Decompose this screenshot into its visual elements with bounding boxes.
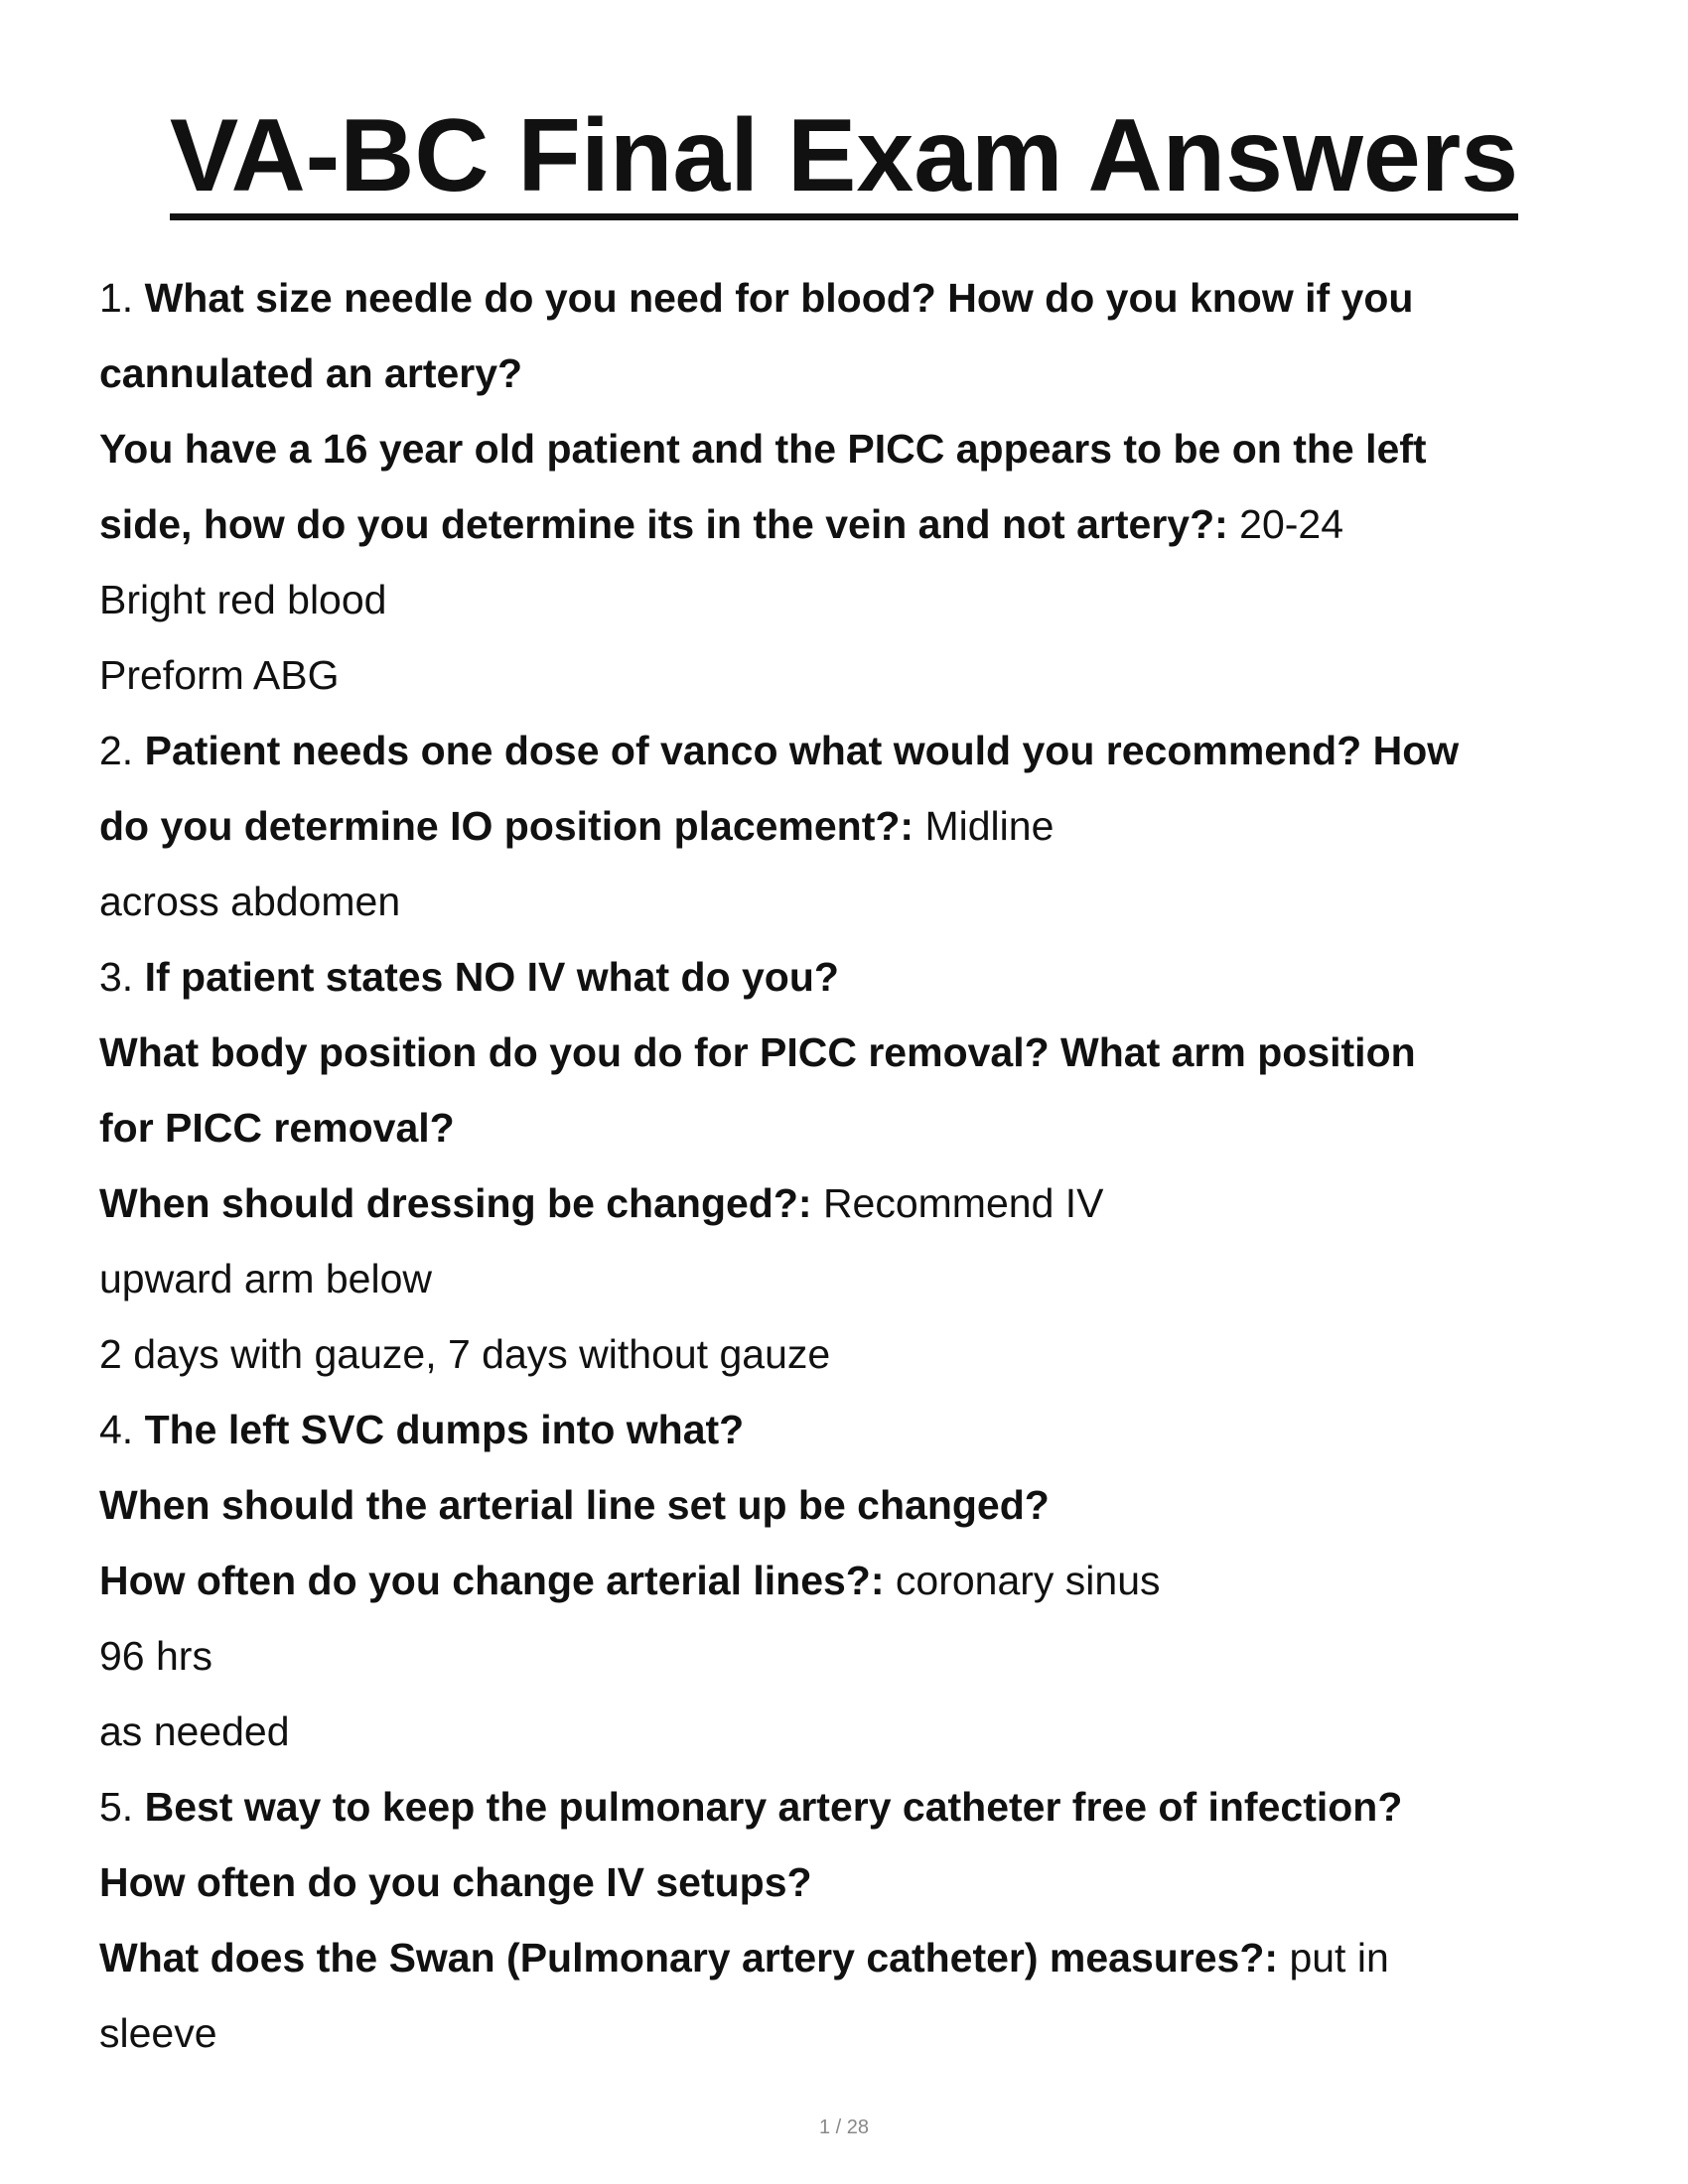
question-text: for PICC removal? (99, 1105, 455, 1151)
answer-text: Recommend IV (811, 1180, 1104, 1226)
question-text: You have a 16 year old patient and the PICC appears to be on the left (99, 426, 1427, 472)
content-line (99, 637, 1599, 713)
question-text: If patient states NO IV what do you? (144, 954, 839, 1000)
content-line (99, 1241, 1599, 1316)
question-text: What does the Swan (Pulmonary artery catheter) measures?: (99, 1935, 1279, 1980)
question-number: 5. (99, 1784, 145, 1830)
question-text: The left SVC dumps into what? (144, 1407, 745, 1452)
content-line (99, 1543, 1599, 1618)
content-line (99, 1467, 1599, 1543)
answer-text: Preform ABG (99, 652, 340, 698)
answer-text: Midline (914, 803, 1055, 849)
question-text: cannulated an artery? (99, 350, 523, 396)
content-line (99, 1844, 1599, 1920)
answer-text: 2 days with gauze, 7 days without gauze (99, 1331, 831, 1377)
question-text: How often do you change IV setups? (99, 1859, 812, 1905)
content-line (99, 1165, 1599, 1241)
answer-text: sleeve (99, 2010, 217, 2056)
content-line (99, 260, 1599, 336)
content-line (99, 713, 1599, 788)
question-text: What size needle do you need for blood? How do you know if you (144, 275, 1414, 321)
answer-text: across abdomen (99, 879, 401, 924)
content-line (99, 788, 1599, 864)
content-line (99, 1015, 1599, 1090)
question-text: Patient needs one dose of vanco what would you recommend? How (144, 728, 1460, 773)
question-text: side, how do you determine its in the vein and not artery?: (99, 501, 1228, 547)
content-line (99, 336, 1599, 411)
page-title-text: VA-BC Final Exam Answers (170, 98, 1518, 220)
content-line (99, 1920, 1599, 1995)
answer-text: as needed (99, 1708, 290, 1754)
question-text: How often do you change arterial lines?: (99, 1558, 885, 1603)
question-text: What body position do you do for PICC removal? What arm position (99, 1029, 1416, 1075)
question-number: 1. (99, 275, 145, 321)
page-title (0, 99, 1688, 212)
exam-content (99, 260, 1599, 2071)
content-line (99, 939, 1599, 1015)
content-line (99, 562, 1599, 637)
content-line (99, 411, 1599, 486)
content-line (99, 1694, 1599, 1769)
page-indicator: 1 / 28 (818, 2116, 870, 2138)
answer-text: 20-24 (1227, 501, 1344, 547)
content-line (99, 486, 1599, 562)
content-line (99, 1316, 1599, 1392)
question-number: 4. (99, 1407, 145, 1452)
content-line (99, 1392, 1599, 1467)
question-number: 2. (99, 728, 145, 773)
content-line (99, 1618, 1599, 1694)
question-text: When should the arterial line set up be changed? (99, 1482, 1050, 1528)
answer-text: coronary sinus (884, 1558, 1161, 1603)
question-number: 3. (99, 954, 145, 1000)
content-line (99, 1090, 1599, 1165)
question-text: do you determine IO position placement?: (99, 803, 914, 849)
answer-text: put in (1278, 1935, 1389, 1980)
content-line (99, 1769, 1599, 1844)
answer-text: 96 hrs (99, 1633, 212, 1679)
content-line (99, 1995, 1599, 2071)
answer-text: Bright red blood (99, 577, 387, 622)
question-text: Best way to keep the pulmonary artery catheter free of infection? (144, 1784, 1403, 1830)
answer-text: upward arm below (99, 1256, 432, 1301)
content-line (99, 864, 1599, 939)
question-text: When should dressing be changed?: (99, 1180, 812, 1226)
